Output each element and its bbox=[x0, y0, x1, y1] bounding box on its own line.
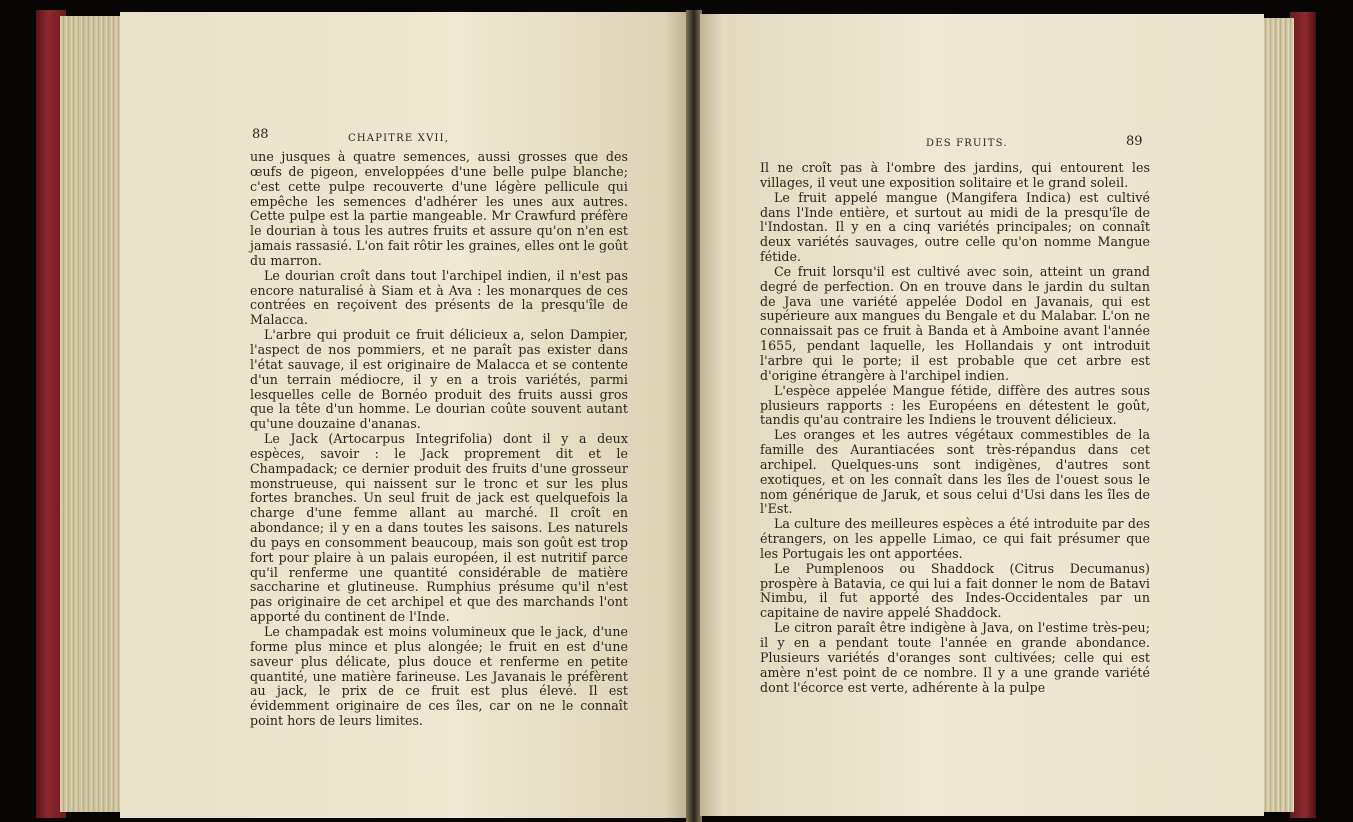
right-page-text bbox=[760, 161, 1150, 695]
paragraph: Ce fruit lorsqu'il est cultivé avec soin, atteint un grand degré de perfection. On en trouve dans le jardin du sultan de Java une variété appelée Dodol en Javanais, qui est supérieure aux mangues du Bengale et du Malabar. L'on ne connaissait pas ce fruit à Banda et à Amboine avant l'année 1655, pendant laquelle, les Hollandais y ont introduit l'arbre qui le porte; il est probable que cet arbre est d'origine étrangère à l'archipel indien. bbox=[760, 263, 1150, 383]
paragraph: Le Jack (Artocarpus Integrifolia) dont il y a deux espèces, savoir : le Jack proprement dit et le Champadack; ce dernier produit des fruits d'une grosseur monstrueuse, qui naissent sur le tronc et sur les plus fortes branches. Un seul fruit de jack est quelquefois la charge d'une femme allant au marché. Il croît en abondance; il y en a dans toutes les saisons. Les naturels du pays en consomment beaucoup, mais son goût est trop fort pour plaire à un palais européen, il est nutritif parce qu'il renferme une quantité considérable de matière saccharine et glutineuse. Rumphius présume qu'il n'est pas originaire de cet archipel et que des marchands l'ont apporté du continent de l'Inde. bbox=[250, 431, 628, 625]
paragraph: Le Pumplenoos ou Shaddock (Citrus Decumanus) prospère à Batavia, ce qui lui a fait donner le nom de Batavi Nimbu, il fut apporté des Indes-Occidentales par un capitaine de navire appelé Shaddock. bbox=[760, 560, 1150, 621]
paragraph: Le citron paraît être indigène à Java, on l'estime très-peu; il y en a pendant toute l'année en grande abondance. Plusieurs variétés d'oranges sont cultivées; celle qui est amère n'est point de ce nombre. Il y a une grande variété dont l'écorce est verte, adhérente à la pulpe bbox=[760, 620, 1150, 695]
paragraph: Le champadak est moins volumineux que le jack, d'une forme plus mince et plus alongée; le fruit en est d'une saveur plus délicate, plus douce et renferme en petite quantité, une matière farineuse. Les Javanais le préfèrent au jack, le prix de ce fruit est plus élevé. Il est évidemment originaire de ces îles, car on ne le connaît point hors de leurs limites. bbox=[250, 624, 628, 729]
paragraph: une jusques à quatre semences, aussi grosses que des œufs de pigeon, enveloppées d'une belle pulpe blanche; c'est cette pulpe recouverte d'une légère pellicule qui empêche les semences d'adhérer les unes aux autres. Cette pulpe est la partie mangeable. Mr Crawfurd préfère le dourian à tous les autres fruits et assure qu'on n'en est jamais rassasié. L'on fait rôtir les graines, elles ont le goût du marron. bbox=[250, 149, 628, 268]
paragraph: La culture des meilleures espèces a été introduite par des étrangers, on les appelle Limao, ce qui fait présumer que les Portugais les ont apportées. bbox=[760, 516, 1150, 561]
right-page bbox=[700, 14, 1264, 816]
paragraph: L'arbre qui produit ce fruit délicieux a, selon Dampier, l'aspect de nos pommiers, et ne paraît pas exister dans l'état sauvage, il est originaire de Malacca et se contente d'un terrain médiocre, il y en a trois variétés, parmi lesquelles celle de Bornéo produit des fruits aussi gros que la tête d'un homme. Le dourian coûte souvent autant qu'une douzaine d'ananas. bbox=[250, 327, 628, 432]
right-running-head: DES FRUITS. bbox=[926, 138, 1008, 149]
left-page-number: 88 bbox=[252, 127, 269, 142]
right-page-number: 89 bbox=[1126, 134, 1143, 149]
paragraph: Le fruit appelé mangue (Mangifera Indica) est cultivé dans l'Inde entière, et surtout au midi de la presqu'île de l'Indostan. Il y en a cinq variétés principales; on connaît deux variétés sauvages, outre celle qu'on nomme Mangue fétide. bbox=[760, 189, 1150, 265]
paragraph: Le dourian croît dans tout l'archipel indien, il n'est pas encore naturalisé à Siam et à Ava : les monarques de ces contrées en reçoivent des présents de la presqu'île de Malacca. bbox=[250, 267, 628, 328]
right-page-edges bbox=[1262, 18, 1294, 812]
paragraph: Il ne croît pas à l'ombre des jardins, qui entourent les villages, il veut une exposition solitaire et le grand soleil. bbox=[760, 160, 1150, 190]
left-running-head: CHAPITRE XVII, bbox=[348, 133, 450, 144]
left-page bbox=[120, 12, 688, 818]
left-page-edges bbox=[60, 16, 122, 812]
paragraph: L'espèce appelée Mangue fétide, diffère des autres sous plusieurs rapports : les Européens en détestent le goût, tandis qu'au contraire les Indiens le trouvent délicieux. bbox=[760, 382, 1150, 428]
left-page-text bbox=[250, 150, 628, 729]
paragraph: Les oranges et les autres végétaux commestibles de la famille des Aurantiacées sont très-répandus dans cet archipel. Quelques-uns sont indigènes, d'autres sont exotiques, et on les connaît dans les îles de l'ouest sous le nom générique de Jaruk, et sous celui d'Usi dans les îles de l'Est. bbox=[760, 427, 1150, 517]
